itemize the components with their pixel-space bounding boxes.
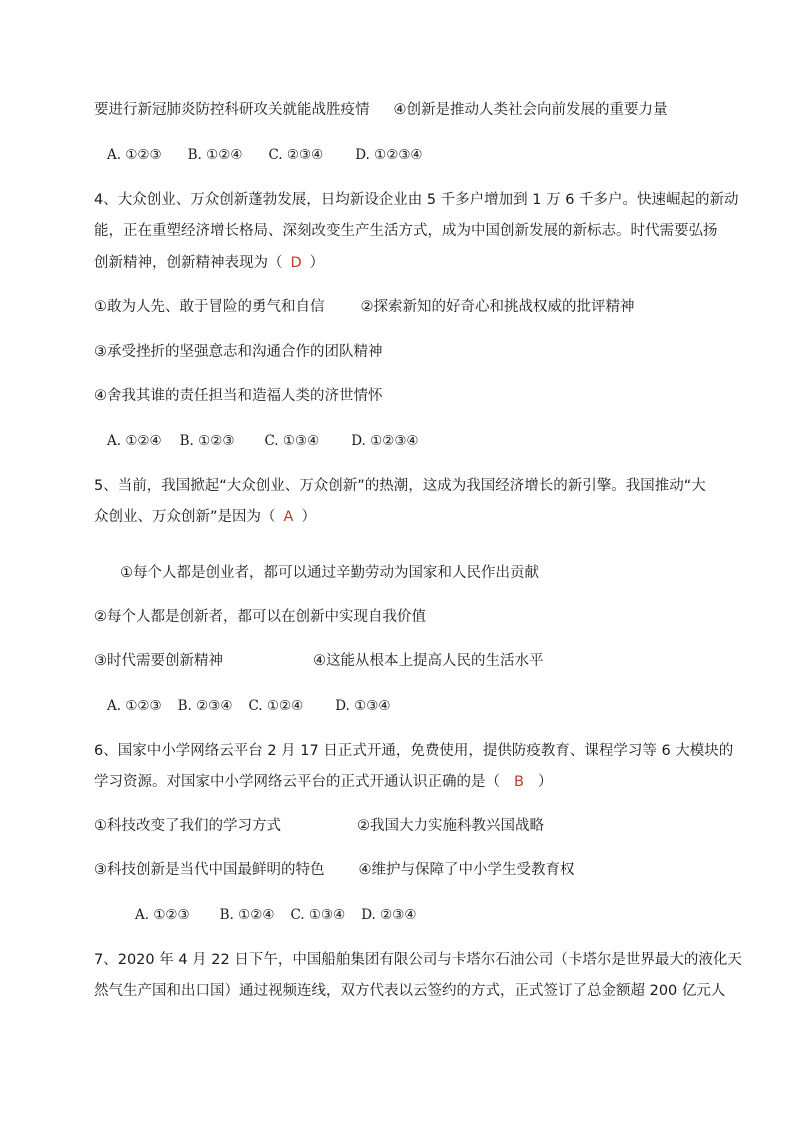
q5-statements-row-2	[94, 652, 544, 670]
q6-choices-row	[135, 906, 416, 924]
q4-answer: D	[290, 255, 302, 271]
statement-line	[94, 101, 668, 119]
q5-statement-4: ④这能从根本上提高人民的生活水平	[313, 653, 544, 669]
choice-c: C. ②③④	[268, 147, 324, 163]
statement-4: ④创新是推动人类社会向前发展的重要力量	[393, 102, 668, 118]
choice-a: A. ①②③	[107, 698, 162, 714]
choices-row	[107, 146, 423, 164]
q6-statement-2: ②我国大力实施科教兴国战略	[357, 818, 544, 834]
q6-statement-1: ①科技改变了我们的学习方式	[94, 818, 281, 834]
choice-c: C. ①③④	[290, 907, 346, 923]
q4-choices-row	[107, 432, 419, 450]
q6-statements-row-1	[94, 817, 544, 835]
q6-answer: B	[514, 774, 524, 790]
choice-d: D. ①②③④	[351, 433, 419, 449]
q5-statement-1: ①每个人都是创业者，都可以通过辛勤劳动为国家和人民作出贡献	[120, 565, 539, 581]
q6-stem-line-1: 6、国家中小学网络云平台 2 月 17 日正式开通，免费使用，提供防疫教育、课程学习等 6 大模块的	[94, 743, 734, 759]
q4-stem-line-2: 能，正在重塑经济增长格局、深刻改变生产生活方式，成为中国创新发展的新标志。时代需要弘扬	[94, 223, 718, 239]
q4-statement-4: ④舍我其谁的责任担当和造福人类的济世情怀	[94, 388, 383, 404]
q5-choices-row	[107, 697, 390, 715]
choice-a: A. ①②④	[107, 433, 162, 449]
choice-d: D. ①③④	[335, 698, 391, 714]
q5-answer: A	[283, 509, 294, 525]
q6-statement-3: ③科技创新是当代中国最鲜明的特色	[94, 862, 325, 878]
q5-statement-3: ③时代需要创新精神	[94, 653, 223, 669]
q4-statement-3: ③承受挫折的坚强意志和沟通合作的团队精神	[94, 344, 383, 360]
q5-stem-line-1: 5、当前，我国掀起“大众创业、万众创新”的热潮，这成为我国经济增长的新引擎。我国推动“大	[94, 478, 706, 494]
q4-stem-line-3: 创新精神，创新精神表现为（ D ）	[94, 255, 325, 271]
q6-statement-4: ④维护与保障了中小学生受教育权	[358, 862, 575, 878]
q4-statement-1: ①敢为人先、敢于冒险的勇气和自信	[94, 299, 325, 315]
choice-b: B. ①②④	[219, 907, 275, 923]
choice-c: C. ①③④	[264, 433, 320, 449]
q6-statements-row-2	[94, 861, 575, 879]
choice-b: B. ①②④	[187, 147, 243, 163]
q5-statement-2: ②每个人都是创新者，都可以在创新中实现自我价值	[94, 609, 426, 625]
choice-c: C. ①②④	[248, 698, 304, 714]
choice-a: A. ①②③	[107, 147, 162, 163]
choice-b: B. ②③④	[177, 698, 233, 714]
q7-stem-line-1: 7、2020 年 4 月 22 日下午，中国船舶集团有限公司与卡塔尔石油公司（卡塔尔是世界最大的液化天	[94, 952, 742, 968]
q7-stem-line-2: 然气生产国和出口国）通过视频连线，双方代表以云签约的方式，正式签订了总金额超 200 亿元人	[94, 983, 726, 999]
choice-a: A. ①②③	[135, 907, 190, 923]
q4-statement-2: ②探索新知的好奇心和挑战权威的批评精神	[360, 299, 635, 315]
q4-statements-row-1	[94, 298, 635, 316]
q5-stem-line-2: 众创业、万众创新”是因为（ A ）	[94, 509, 316, 525]
q4-stem-line-1: 4、大众创业、万众创新蓬勃发展，日均新设企业由 5 千多户增加到 1 万 6 千多户。快速崛起的新动	[94, 192, 739, 208]
choice-d: D. ②③④	[361, 907, 417, 923]
choice-b: B. ①②③	[179, 433, 235, 449]
q6-stem-line-2: 学习资源。对国家中小学网络云平台的正式开通认识正确的是（ B ）	[94, 774, 553, 790]
statement-3: 要进行新冠肺炎防控科研攻关就能战胜疫情	[94, 102, 370, 118]
choice-d: D. ①②③④	[355, 147, 423, 163]
